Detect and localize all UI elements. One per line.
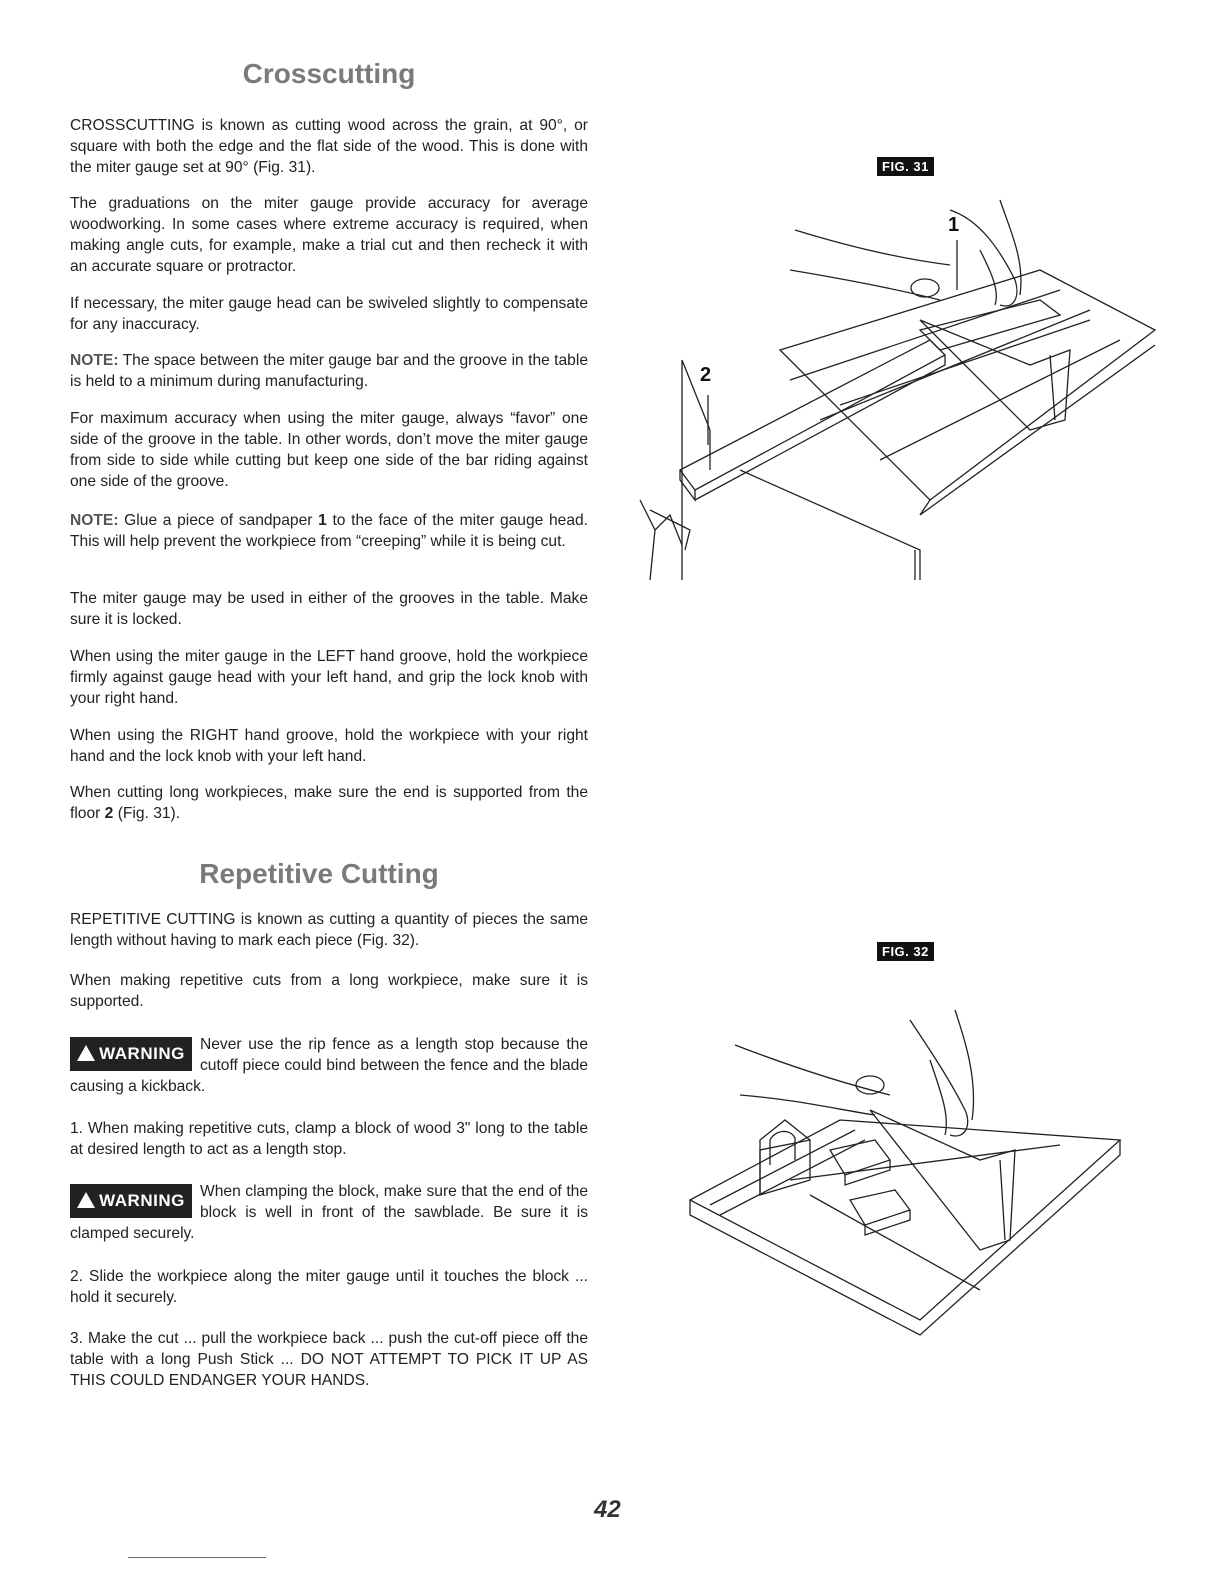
repetitive-step3: 3. Make the cut ... pull the workpiece back ... push the cut-off piece off the table with a long Push Stick ... DO NOT ATTEMPT TO PICK IT UP AS THIS COULD ENDANGER YOUR HANDS. [70, 1330, 588, 1389]
crosscutting-p6: When using the miter gauge in the LEFT hand groove, hold the workpiece firmly against gauge head with your left hand, and grip the lock knob with your right hand. [70, 648, 588, 707]
p8-text-b: (Fig. 31). [113, 805, 181, 822]
note-2-text-b: to the face of the miter gauge head. This will help prevent the workpiece from “creeping” while it is being cut. [70, 512, 588, 550]
warning-badge-1 [70, 1037, 192, 1071]
crosscutting-p7: When using the RIGHT hand groove, hold the workpiece with your right hand and the lock knob with your left hand. [70, 727, 588, 765]
crosscutting-p5: The miter gauge may be used in either of the grooves in the table. Make sure it is locked. [70, 590, 588, 628]
repetitive-p2: When making repetitive cuts from a long workpiece, make sure it is supported. [70, 972, 588, 1010]
note-2-text-a: Glue a piece of sandpaper [118, 512, 319, 529]
fig-32-label: FIG. 32 [877, 942, 934, 961]
crosscutting-heading: Crosscutting [242, 58, 416, 89]
crosscutting-p8 [70, 782, 588, 824]
note-2 [70, 510, 588, 552]
warning-triangle-icon [77, 1045, 95, 1061]
footer-rule [128, 1557, 266, 1558]
note-1 [70, 350, 588, 392]
crosscutting-p2: The graduations on the miter gauge provide accuracy for average woodworking. In some cases where extreme accuracy is required, when making angle cuts, for example, make a trial cut and then recheck it with an accurate square or protractor. [70, 195, 588, 275]
repetitive-heading: Repetitive Cutting [199, 858, 439, 889]
warning-1 [70, 1034, 588, 1097]
warning-badge-2 [70, 1184, 192, 1218]
warning-triangle-icon [77, 1192, 95, 1208]
warning-2-text: When clamping the block, make sure that the end of the block is well in front of the sawblade. Be sure it is clamped securely. [70, 1183, 588, 1242]
warning-label-1: WARNING [99, 1044, 185, 1063]
fig-32-illustration [680, 1000, 1130, 1340]
warning-1-text: Never use the rip fence as a length stop because the cutoff piece could bind between the fence and the blade causing a kickback. [70, 1036, 588, 1095]
callout-2: 2 [700, 364, 712, 386]
p8-num: 2 [104, 805, 114, 822]
warning-label-2: WARNING [99, 1191, 185, 1210]
crosscutting-p4: For maximum accuracy when using the miter gauge, always “favor” one side of the groove in the table. In other words, don’t move the miter gauge from side to side while cutting but keep one side of the bar riding against one side of the groove. [70, 410, 588, 490]
note-2-label: NOTE: [70, 512, 119, 529]
warning-2 [70, 1181, 588, 1244]
crosscutting-p3: If necessary, the miter gauge head can be swiveled slightly to compensate for any inaccuracy. [70, 295, 588, 333]
fig-31-illustration [620, 170, 1160, 590]
note-1-text: The space between the miter gauge bar and the groove in the table is held to a minimum during manufacturing. [70, 352, 588, 390]
p8-text-a: When cutting long workpieces, make sure the end is supported from the floor [70, 784, 588, 822]
crosscutting-p1: CROSSCUTTING is known as cutting wood across the grain, at 90°, or square with both the edge and the flat side of the wood. This is done with the miter gauge set at 90° (Fig. 31). [70, 117, 588, 176]
page-number: 42 [594, 1496, 621, 1523]
note-2-num: 1 [318, 512, 327, 529]
callout-1: 1 [948, 214, 960, 236]
repetitive-step2: 2. Slide the workpiece along the miter gauge until it touches the block ... hold it securely. [70, 1268, 588, 1306]
repetitive-p1: REPETITIVE CUTTING is known as cutting a quantity of pieces the same length without having to mark each piece (Fig. 32). [70, 911, 588, 949]
fig-31-label: FIG. 31 [877, 157, 934, 176]
repetitive-step1: 1. When making repetitive cuts, clamp a block of wood 3" long to the table at desired length to act as a length stop. [70, 1120, 588, 1158]
note-1-label: NOTE: [70, 352, 119, 369]
